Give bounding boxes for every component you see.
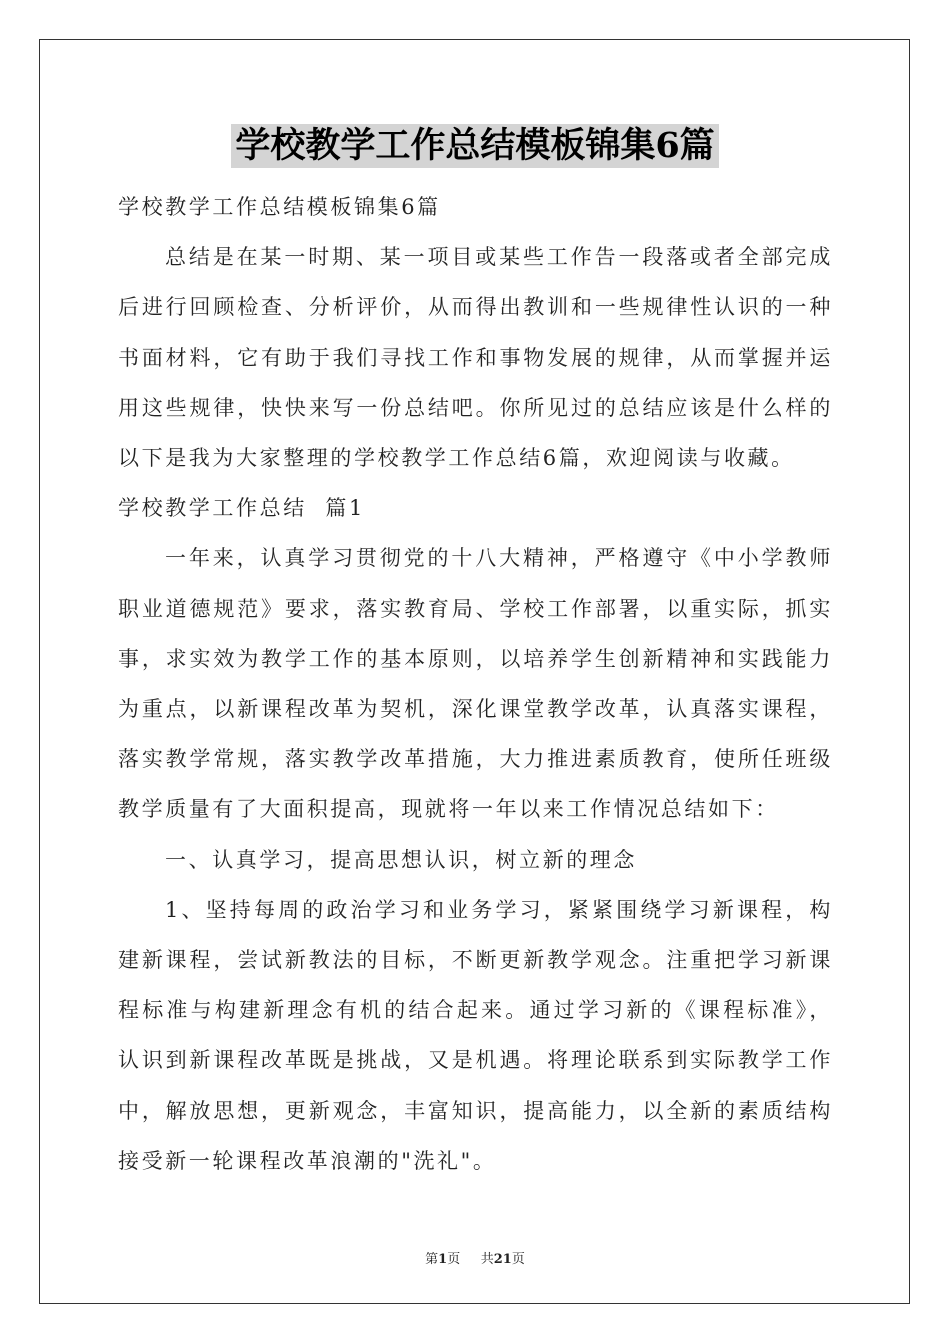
document-body: [118, 182, 833, 1186]
document-title: 学校教学工作总结模板锦集6篇: [231, 124, 718, 168]
title-container: [0, 124, 950, 168]
intro-paragraph: 总结是在某一时期、某一项目或某些工作告一段落或者全部完成后进行回顾检查、分析评价，从而得出教训和一些规律性认识的一种书面材料，它有助于我们寻找工作和事物发展的规律，从而掌握并运用这些规律，快快来写一份总结吧。你所见过的总结应该是什么样的以下是我为大家整理的学校教学工作总结6篇，欢迎阅读与收藏。: [118, 245, 833, 471]
page-footer: [0, 1248, 950, 1267]
page-number: 第1页: [425, 1252, 461, 1267]
paragraph-2: 1、坚持每周的政治学习和业务学习，紧紧围绕学习新课程，构建新课程，尝试新教法的目标，不断更新教学观念。注重把学习新课程标准与构建新理念有机的结合起来。通过学习新的《课程标准》，认识到新课程改革既是挑战，又是机遇。将理论联系到实际教学工作中，解放思想，更新观念，丰富知识，提高能力，以全新的素质结构接受新一轮课程改革浪潮的"洗礼"。: [118, 897, 833, 1173]
section-heading: 学校教学工作总结 篇1: [118, 496, 365, 521]
paragraph-1: 一年来，认真学习贯彻党的十八大精神，严格遵守《中小学教师职业道德规范》要求，落实教育局、学校工作部署，以重实际，抓实事，求实效为教学工作的基本原则，以培养学生创新精神和实践能力为重点，以新课程改革为契机，深化课堂教学改革，认真落实课程，落实教学常规，落实教学改革措施，大力推进素质教育，使所任班级教学质量有了大面积提高，现就将一年以来工作情况总结如下：: [118, 546, 833, 822]
subheading-1: 一、认真学习，提高思想认识，树立新的理念: [165, 847, 637, 872]
document-subtitle: 学校教学工作总结模板锦集6篇: [118, 195, 441, 219]
page-total: 共21页: [480, 1252, 525, 1267]
